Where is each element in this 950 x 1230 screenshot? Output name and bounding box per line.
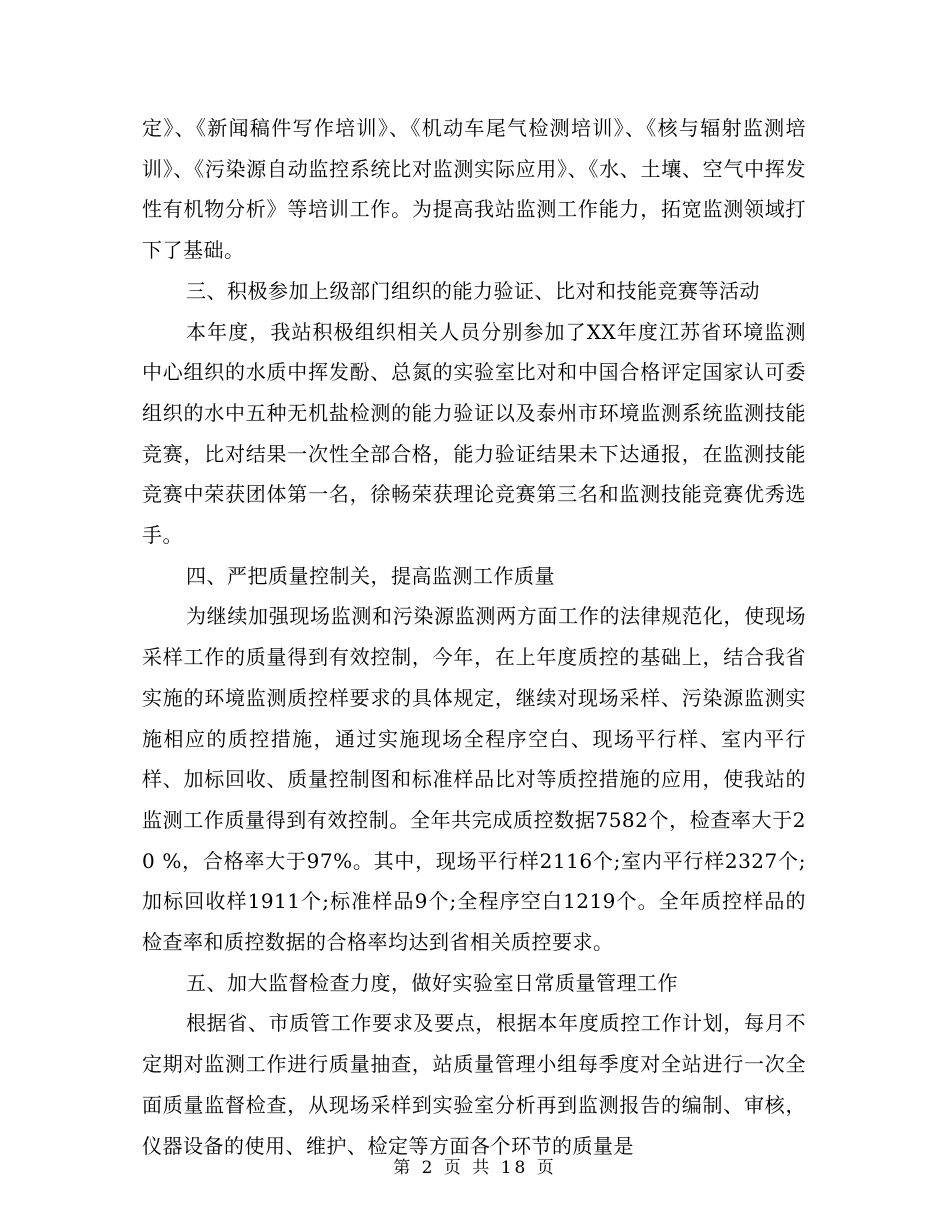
paragraph-section-4: 为继续加强现场监测和污染源监测两方面工作的法律规范化，使现场采样工作的质量得到有效控制，今年，在上年度质控的基础上，结合我省实施的环境监测质控样要求的具体规定，继续对现场采样、污染源监测实施相应的质控措施，通过实施现场全程序空白、现场平行样、室内平行样、加标回收、质量控制图和标准样品比对等质控措施的应用，使我站的监测工作质量得到有效控制。全年共完成质控数据7582个，检查率大于20 %，合格率大于97%。其中，现场平行样2116个;室内平行样2327个;加标回收样1911个;标准样品9个;全程序空白1219个。全年质控样品的检查率和质控数据的合格率均达到省相关质控要求。 xyxy=(142,604,806,955)
paragraph-continuation: 定》、《新闻稿件写作培训》、《机动车尾气检测培训》、《核与辐射监测培训》、《污染源自动监控系统比对监测实际应用》、《水、土壤、空气中挥发性有机物分析》等培训工作。为提高我站监测工作能力，拓宽监测领域打下了基础。 xyxy=(142,116,806,263)
page-number-footer: 第 2 页 共 18 页 xyxy=(393,1158,557,1178)
document-body xyxy=(142,108,806,1166)
section-heading-4: 四、严把质量控制关，提高监测工作质量 xyxy=(186,563,555,588)
paragraph-section-3: 本年度，我站积极组织相关人员分别参加了XX年度江苏省环境监测中心组织的水质中挥发酚、总氮的实验室比对和中国合格评定国家认可委组织的水中五种无机盐检测的能力验证以及泰州市环境监测系统监测技能竞赛，比对结果一次性全部合格，能力验证结果未下达通报，在监测技能竞赛中荣获团体第一名，徐畅荣获理论竞赛第三名和监测技能竞赛优秀选手。 xyxy=(142,319,806,548)
section-heading-3: 三、积极参加上级部门组织的能力验证、比对和技能竞赛等活动 xyxy=(186,278,760,303)
section-heading-5: 五、加大监督检查力度，做好实验室日常质量管理工作 xyxy=(186,970,678,995)
paragraph-section-5: 根据省、市质管工作要求及要点，根据本年度质控工作计划，每月不定期对监测工作进行质量抽查，站质量管理小组每季度对全站进行一次全面质量监督检查，从现场采样到实验室分析再到监测报告的编制、审核，仪器设备的使用、维护、检定等方面各个环节的质量是 xyxy=(142,1011,806,1158)
